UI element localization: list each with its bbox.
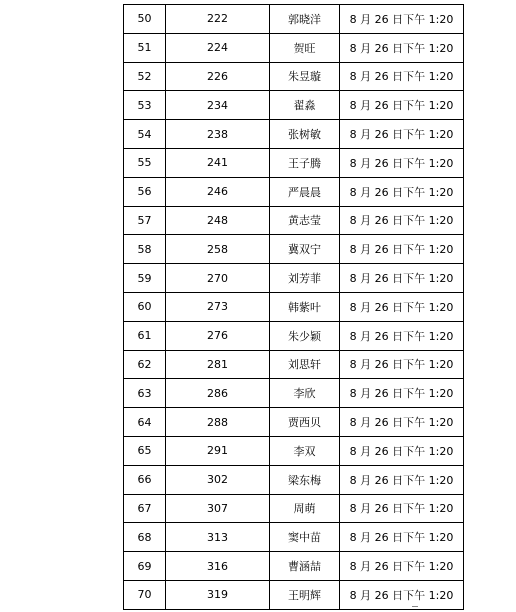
time-cell: 8 月 26 日下午 1:20 — [340, 350, 464, 379]
id-cell: 319 — [166, 580, 270, 609]
time-cell: 8 月 26 日下午 1:20 — [340, 62, 464, 91]
time-cell: 8 月 26 日下午 1:20 — [340, 580, 464, 609]
table-row — [124, 350, 464, 379]
id-cell: 288 — [166, 408, 270, 437]
row-number-cell: 53 — [124, 91, 166, 120]
time-cell: 8 月 26 日下午 1:20 — [340, 494, 464, 523]
table-row — [124, 62, 464, 91]
table-row — [124, 5, 464, 34]
row-number-cell: 68 — [124, 523, 166, 552]
table-row — [124, 206, 464, 235]
time-cell: 8 月 26 日下午 1:20 — [340, 235, 464, 264]
table-row — [124, 494, 464, 523]
table-row — [124, 91, 464, 120]
name-cell: 严晨晨 — [270, 177, 340, 206]
id-cell: 248 — [166, 206, 270, 235]
id-cell: 226 — [166, 62, 270, 91]
time-cell: 8 月 26 日下午 1:20 — [340, 379, 464, 408]
row-number-cell: 63 — [124, 379, 166, 408]
row-number-cell: 59 — [124, 264, 166, 293]
id-cell: 241 — [166, 148, 270, 177]
row-number-cell: 54 — [124, 120, 166, 149]
row-number-cell: 70 — [124, 580, 166, 609]
table-body — [124, 5, 464, 610]
row-number-cell: 57 — [124, 206, 166, 235]
table-row — [124, 264, 464, 293]
time-cell: 8 月 26 日下午 1:20 — [340, 408, 464, 437]
id-cell: 273 — [166, 292, 270, 321]
name-cell: 窦中苗 — [270, 523, 340, 552]
name-cell: 朱昱璇 — [270, 62, 340, 91]
name-cell: 贾西贝 — [270, 408, 340, 437]
time-cell: 8 月 26 日下午 1:20 — [340, 206, 464, 235]
table-row — [124, 321, 464, 350]
name-cell: 翟淼 — [270, 91, 340, 120]
id-cell: 258 — [166, 235, 270, 264]
time-cell: 8 月 26 日下午 1:20 — [340, 292, 464, 321]
table-row — [124, 292, 464, 321]
name-cell: 朱少颖 — [270, 321, 340, 350]
table-row — [124, 580, 464, 609]
page-corner-mark — [412, 606, 418, 607]
row-number-cell: 67 — [124, 494, 166, 523]
id-cell: 224 — [166, 33, 270, 62]
table-row — [124, 33, 464, 62]
name-cell: 韩紫叶 — [270, 292, 340, 321]
time-cell: 8 月 26 日下午 1:20 — [340, 33, 464, 62]
id-cell: 222 — [166, 5, 270, 34]
name-cell: 梁东梅 — [270, 465, 340, 494]
name-cell: 刘芳菲 — [270, 264, 340, 293]
row-number-cell: 69 — [124, 552, 166, 581]
id-cell: 291 — [166, 436, 270, 465]
time-cell: 8 月 26 日下午 1:20 — [340, 523, 464, 552]
id-cell: 313 — [166, 523, 270, 552]
time-cell: 8 月 26 日下午 1:20 — [340, 148, 464, 177]
name-cell: 冀双宁 — [270, 235, 340, 264]
row-number-cell: 52 — [124, 62, 166, 91]
table-row — [124, 379, 464, 408]
table-row — [124, 148, 464, 177]
time-cell: 8 月 26 日下午 1:20 — [340, 552, 464, 581]
time-cell: 8 月 26 日下午 1:20 — [340, 91, 464, 120]
time-cell: 8 月 26 日下午 1:20 — [340, 5, 464, 34]
table-row — [124, 436, 464, 465]
schedule-table — [123, 4, 464, 610]
name-cell: 李欣 — [270, 379, 340, 408]
id-cell: 307 — [166, 494, 270, 523]
id-cell: 281 — [166, 350, 270, 379]
table-row — [124, 120, 464, 149]
time-cell: 8 月 26 日下午 1:20 — [340, 465, 464, 494]
row-number-cell: 55 — [124, 148, 166, 177]
table-row — [124, 177, 464, 206]
table-row — [124, 408, 464, 437]
table-row — [124, 465, 464, 494]
name-cell: 刘思轩 — [270, 350, 340, 379]
name-cell: 王明辉 — [270, 580, 340, 609]
time-cell: 8 月 26 日下午 1:20 — [340, 120, 464, 149]
id-cell: 276 — [166, 321, 270, 350]
row-number-cell: 62 — [124, 350, 166, 379]
row-number-cell: 51 — [124, 33, 166, 62]
id-cell: 234 — [166, 91, 270, 120]
id-cell: 302 — [166, 465, 270, 494]
row-number-cell: 60 — [124, 292, 166, 321]
table-row — [124, 235, 464, 264]
id-cell: 246 — [166, 177, 270, 206]
name-cell: 王子腾 — [270, 148, 340, 177]
id-cell: 316 — [166, 552, 270, 581]
row-number-cell: 58 — [124, 235, 166, 264]
row-number-cell: 65 — [124, 436, 166, 465]
row-number-cell: 66 — [124, 465, 166, 494]
row-number-cell: 50 — [124, 5, 166, 34]
time-cell: 8 月 26 日下午 1:20 — [340, 264, 464, 293]
id-cell: 238 — [166, 120, 270, 149]
id-cell: 270 — [166, 264, 270, 293]
name-cell: 黄志莹 — [270, 206, 340, 235]
row-number-cell: 61 — [124, 321, 166, 350]
table-row — [124, 523, 464, 552]
name-cell: 贺旺 — [270, 33, 340, 62]
id-cell: 286 — [166, 379, 270, 408]
time-cell: 8 月 26 日下午 1:20 — [340, 436, 464, 465]
schedule-table-container — [123, 4, 464, 610]
name-cell: 曹涵喆 — [270, 552, 340, 581]
time-cell: 8 月 26 日下午 1:20 — [340, 177, 464, 206]
name-cell: 张树敏 — [270, 120, 340, 149]
time-cell: 8 月 26 日下午 1:20 — [340, 321, 464, 350]
name-cell: 周萌 — [270, 494, 340, 523]
name-cell: 郭晓洋 — [270, 5, 340, 34]
name-cell: 李双 — [270, 436, 340, 465]
row-number-cell: 56 — [124, 177, 166, 206]
row-number-cell: 64 — [124, 408, 166, 437]
table-row — [124, 552, 464, 581]
